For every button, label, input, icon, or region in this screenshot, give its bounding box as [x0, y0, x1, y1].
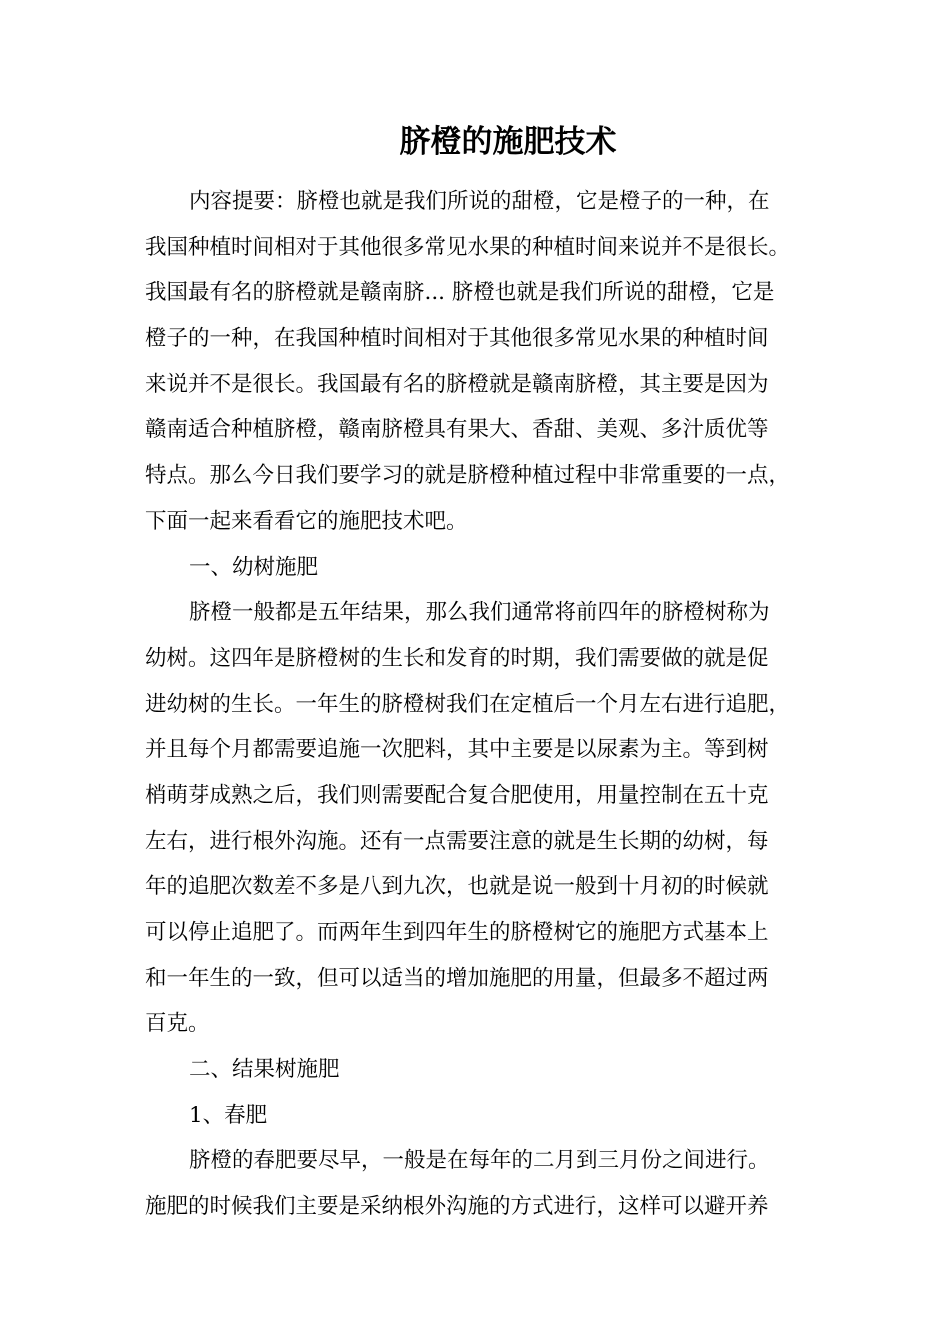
text-line: 赣南适合种植脐橙，赣南脐橙具有果大、香甜、美观、多汁质优等	[145, 417, 769, 443]
document-body	[145, 179, 835, 1230]
text-line: 和一年生的一致，但可以适当的增加施肥的用量，但最多不超过两	[145, 965, 769, 991]
text-line: 1、春肥	[189, 1102, 268, 1128]
text-line: 幼树。这四年是脐橙树的生长和发育的时期，我们需要做的就是促	[145, 645, 769, 671]
text-line: 并且每个月都需要追施一次肥料，其中主要是以尿素为主。等到树	[145, 737, 769, 763]
text-line: 百克。	[145, 1011, 210, 1037]
text-line: 橙子的一种，在我国种植时间相对于其他很多常见水果的种植时间	[145, 326, 769, 352]
text-line: 进幼树的生长。一年生的脐橙树我们在定植后一个月左右进行追肥，	[145, 691, 791, 717]
document-title: 脐橙的施肥技术	[399, 124, 617, 160]
text-line: 脐橙一般都是五年结果，那么我们通常将前四年的脐橙树称为	[189, 600, 770, 626]
text-line: 二、结果树施肥	[189, 1057, 340, 1083]
text-line: 年的追肥次数差不多是八到九次，也就是说一般到十月初的时候就	[145, 874, 769, 900]
text-line: 我国种植时间相对于其他很多常见水果的种植时间来说并不是很长。	[145, 234, 791, 260]
text-line: 脐橙的春肥要尽早，一般是在每年的二月到三月份之间进行。	[189, 1148, 770, 1174]
text-line: 来说并不是很长。我国最有名的脐橙就是赣南脐橙，其主要是因为	[145, 371, 769, 397]
text-line: 可以停止追肥了。而两年生到四年生的脐橙树它的施肥方式基本上	[145, 920, 769, 945]
text-line: 梢萌芽成熟之后，我们则需要配合复合肥使用，用量控制在五十克	[145, 782, 769, 808]
text-line: 内容提要：脐橙也就是我们所说的甜橙，它是橙子的一种，在	[189, 189, 770, 214]
text-line: 施肥的时候我们主要是采纳根外沟施的方式进行，这样可以避开养	[145, 1194, 769, 1220]
text-line: 下面一起来看看它的施肥技术吧。	[145, 508, 468, 534]
text-line: 我国最有名的脐橙就是赣南脐... 脐橙也就是我们所说的甜橙，它是	[145, 280, 775, 306]
text-line: 一、幼树施肥	[189, 554, 319, 580]
text-line: 特点。那么今日我们要学习的就是脐橙种植过程中非常重要的一点，	[145, 463, 791, 489]
text-line: 左右，进行根外沟施。还有一点需要注意的就是生长期的幼树，每	[145, 828, 769, 854]
